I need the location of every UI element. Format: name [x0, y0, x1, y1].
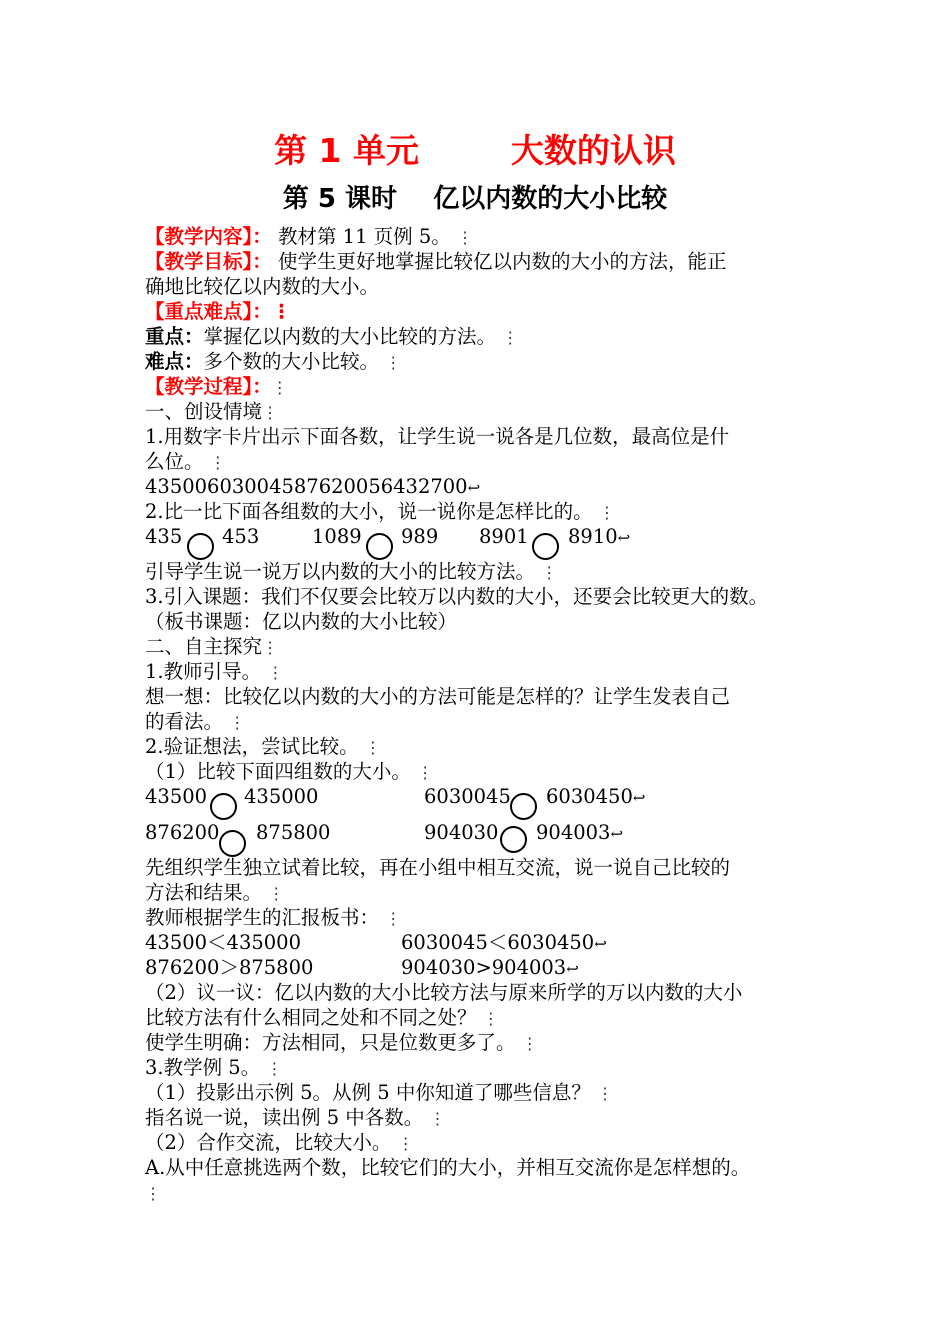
compare-circle[interactable]: [532, 533, 559, 560]
compare-circle[interactable]: [210, 793, 237, 820]
clarify-line: [145, 1030, 538, 1057]
s2-item2-text: 2.验证想法，尝试比较。: [145, 735, 365, 758]
paragraph-mark-icon: ⋮: [209, 453, 226, 472]
teaching-content-label: 【教学内容】：: [145, 225, 272, 248]
s1-item2-text: 2.比一比下面各组数的大小，说一说你是怎样比的。: [145, 500, 599, 523]
paragraph-mark-icon: ⋮: [262, 638, 279, 657]
board-line: [145, 905, 401, 932]
paragraph-mark-icon: ⋮: [385, 909, 402, 928]
paragraph-mark-icon: ⋮: [598, 503, 615, 522]
teaching-goal-line: [145, 249, 726, 275]
result-value: 43500＜435000: [145, 931, 301, 954]
result-value: 6030045＜6030450: [401, 931, 595, 954]
lesson-title: 第 1 单元 大数的认识: [274, 131, 676, 170]
paragraph-mark-icon: ⋮: [521, 1034, 538, 1053]
line-break-icon: ↩: [594, 935, 607, 953]
group-text: 方法和结果。: [145, 881, 269, 904]
s2-item3-4-end: [145, 1180, 161, 1207]
paragraph-mark-icon: ⋮: [417, 763, 434, 782]
think-text: 的看法。: [145, 710, 230, 733]
paragraph-mark-icon: ⋮: [145, 1184, 161, 1203]
paragraph-mark-icon: ⋮: [229, 713, 246, 732]
s2-item3-3-line: [145, 1130, 414, 1157]
discuss-line-b: [145, 1005, 499, 1032]
paragraph-mark-icon: ⋮: [271, 300, 292, 323]
line-break-icon: ↩: [566, 960, 579, 978]
teaching-goal-line-2: 确地比较亿以内数的大小。: [145, 275, 380, 298]
teaching-goal-label: 【教学目标】：: [145, 250, 272, 273]
s2-item3-2-line: [145, 1105, 446, 1132]
paragraph-mark-icon: ⋮: [364, 738, 381, 757]
paragraph-mark-icon: ⋮: [397, 1134, 414, 1153]
compare-number: 453: [222, 525, 260, 548]
result-value: 876200＞875800: [145, 956, 314, 979]
line-break-icon: ↩: [610, 825, 624, 843]
result-value-line: [401, 930, 607, 957]
result-value: 904030>904003: [401, 956, 567, 979]
lesson-subtitle: 第 5 课时 亿以内数的大小比较: [282, 184, 668, 214]
compare-number-line: [546, 784, 645, 811]
section-1-heading: [145, 399, 278, 426]
compare-number: 876200: [145, 821, 220, 844]
compare-number: 1089: [312, 525, 362, 548]
paragraph-mark-icon: ⋮: [268, 884, 285, 903]
paragraph-mark-icon: ⋮: [429, 1109, 446, 1128]
compare-circle[interactable]: [500, 826, 527, 853]
teaching-content-line: [145, 224, 473, 251]
section-2-heading: [145, 634, 278, 661]
paragraph-mark-icon: ⋮: [541, 563, 558, 582]
line-break-icon: ↩: [467, 479, 481, 497]
compare-circle[interactable]: [219, 830, 246, 857]
compare-number: 435: [145, 525, 183, 548]
compare-number: 43500: [145, 785, 208, 808]
group-line-a: 先组织学生独立试着比较，再在小组中相互交流，说一说自己比较的: [145, 856, 731, 879]
compare-number: 6030450: [546, 785, 633, 808]
s2-item3-3-text: （2）合作交流，比较大小。: [145, 1131, 398, 1154]
s1-item1-text: 么位。: [145, 450, 210, 473]
line-break-icon: ↩: [632, 789, 646, 807]
paragraph-mark-icon: ⋮: [262, 403, 279, 422]
discuss-text: 比较方法有什么相同之处和不同之处？: [145, 1006, 483, 1029]
board-text: 教师根据学生的汇报板书：: [145, 906, 386, 929]
compare-number: 904003: [536, 821, 611, 844]
s2-item2-line: [145, 734, 381, 761]
s2-item3-line: [145, 1055, 282, 1082]
think-line-b: [145, 709, 245, 736]
compare-number: 989: [401, 525, 439, 548]
clarify-text: 使学生明确：方法相同，只是位数更多了。: [145, 1031, 522, 1054]
compare-number: 8910: [568, 525, 618, 548]
key-difficult-label: 【重点难点】：: [145, 300, 272, 323]
section-2-text: 二、自主探究: [145, 635, 263, 658]
s1-item2-line: [145, 499, 615, 526]
guide-text: 引导学生说一说万以内数的大小的比较方法。: [145, 560, 542, 583]
difficulty-line: [145, 349, 401, 376]
s1-item3-line-b: （板书课题：亿以内数的大小比较）: [145, 610, 458, 633]
paragraph-mark-icon: ⋮: [267, 663, 284, 682]
paragraph-mark-icon: ⋮: [266, 1059, 283, 1078]
s2-item3-1-text: （1）投影出示例 5。从例 5 中你知道了哪些信息？: [145, 1081, 598, 1104]
compare-number: 8901: [479, 525, 529, 548]
s2-item2-1-text: （1）比较下面四组数的大小。: [145, 760, 418, 783]
difficulty-text: 多个数的大小比较。: [203, 350, 386, 373]
compare-number: 435000: [244, 785, 319, 808]
focus-text: 掌握亿以内数的大小比较的方法。: [203, 325, 503, 348]
s1-item1-line-b: [145, 449, 226, 476]
compare-circle[interactable]: [187, 533, 214, 560]
teaching-content-text: 教材第 11 页例 5。: [271, 225, 457, 248]
think-line-a: 想一想：比较亿以内数的大小的方法可能是怎样的？让学生发表自己: [145, 685, 731, 708]
compare-number: 6030045: [424, 785, 511, 808]
paragraph-mark-icon: ⋮: [271, 378, 288, 397]
compare-number-line: [568, 524, 630, 551]
compare-number: 904030: [424, 821, 499, 844]
s2-item1-text: 1.教师引导。: [145, 660, 268, 683]
paragraph-mark-icon: ⋮: [456, 228, 473, 247]
teaching-process-label: 【教学过程】：: [145, 375, 272, 398]
s1-numbers: 43500603004587620056432700: [145, 475, 468, 498]
line-break-icon: ↩: [617, 529, 631, 547]
s1-item3-line-a: 3.引入课题：我们不仅要会比较万以内数的大小，还要会比较更大的数。: [145, 585, 769, 608]
key-difficult-line: [145, 299, 291, 325]
paragraph-mark-icon: ⋮: [385, 353, 402, 372]
paragraph-mark-icon: ⋮: [502, 328, 519, 347]
result-value-line: [401, 955, 579, 982]
compare-circle[interactable]: [366, 533, 393, 560]
s1-numbers-line: [145, 474, 480, 501]
s2-item3-text: 3.教学例 5。: [145, 1056, 267, 1079]
s2-item1-line: [145, 659, 283, 686]
paragraph-mark-icon: ⋮: [482, 1009, 499, 1028]
compare-number: 875800: [256, 821, 331, 844]
focus-label: 重点：: [145, 325, 204, 348]
s2-item3-1-line: [145, 1080, 613, 1107]
focus-line: [145, 324, 518, 351]
compare-circle[interactable]: [510, 793, 537, 820]
group-line-b: [145, 880, 284, 907]
paragraph-mark-icon: ⋮: [597, 1084, 614, 1103]
section-1-text: 一、创设情境: [145, 400, 263, 423]
s1-item1-line-a: 1.用数字卡片出示下面各数，让学生说一说各是几位数，最高位是什: [145, 425, 730, 448]
discuss-line-a: （2）议一议：亿以内数的大小比较方法与原来所学的万以内数的大小: [145, 981, 743, 1004]
compare-number-line: [536, 820, 623, 847]
teaching-goal-text: 使学生更好地掌握比较亿以内数的大小的方法，能正: [271, 250, 727, 273]
s2-item3-2-text: 指名说一说，读出例 5 中各数。: [145, 1106, 430, 1129]
s2-item2-1-line: [145, 759, 433, 786]
difficulty-label: 难点：: [145, 350, 204, 373]
teaching-process-line: [145, 374, 288, 401]
s2-item3-4-line: A.从中任意挑选两个数，比较它们的大小，并相互交流你是怎样想的。: [145, 1156, 751, 1179]
guide-line: [145, 559, 557, 586]
